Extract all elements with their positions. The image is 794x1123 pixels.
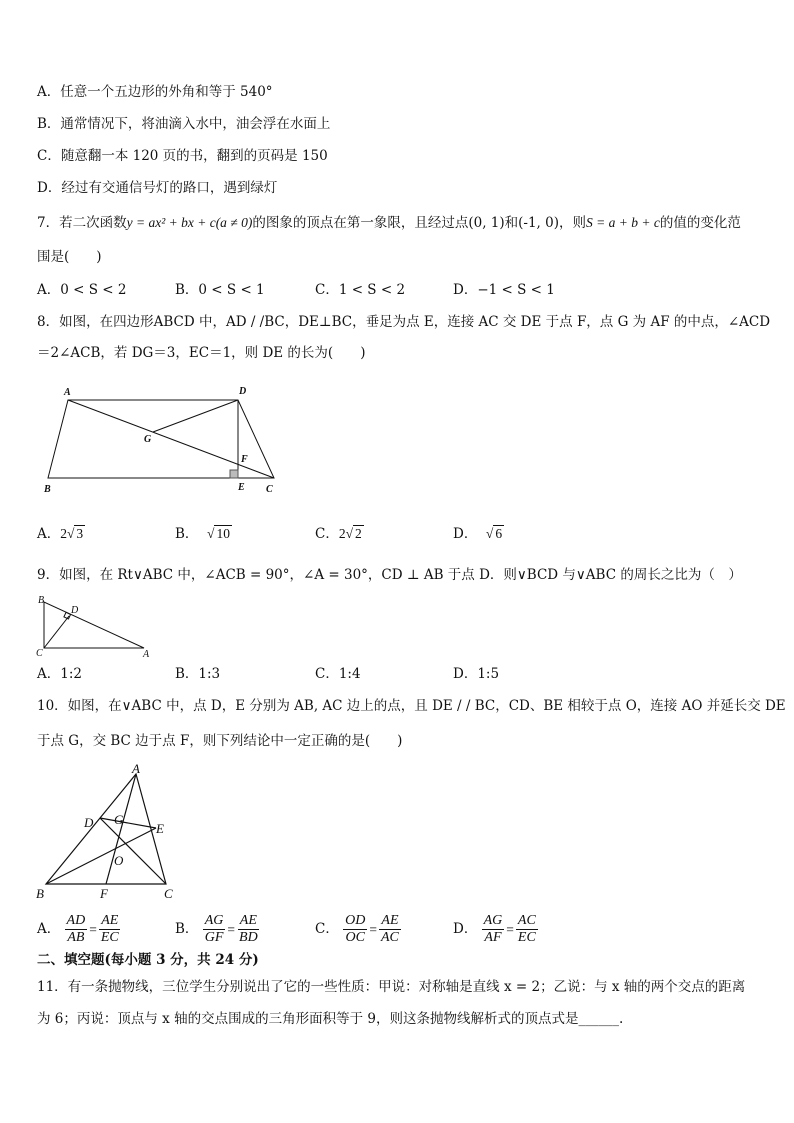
q8-label-a: A bbox=[64, 387, 71, 398]
q10-option-d-num1: AG bbox=[483, 913, 503, 928]
q8-option-a-value: 2√ 3 bbox=[60, 526, 84, 541]
q7-stem-line2: 围是( ) bbox=[37, 249, 102, 265]
q8-label-c: C bbox=[266, 484, 273, 495]
q6-option-b: B．通常情况下，将油滴入水中，油会浮在水面上 bbox=[37, 116, 331, 132]
q8-stem-line2: ＝2∠ACB，若 DG＝3，EC＝1，则 DE 的长为( ) bbox=[37, 345, 366, 361]
q8-label-f: F bbox=[241, 454, 248, 465]
q10-option-c-den1: OC bbox=[345, 930, 365, 945]
q10-option-c-den2: AC bbox=[381, 930, 399, 945]
q9-label-b: B bbox=[38, 595, 45, 606]
q10-stem-line1: 10．如图，在∨ABC 中，点 D，E 分别为 AB, AC 边上的点，且 DE / / BC，CD、BE 相较于点 O，连接 AO 并延长交 DE bbox=[37, 698, 786, 714]
q10-option-b: B． $\frac{AG}{GF}$ = $\frac{AE}{BD}$ bbox=[175, 913, 258, 945]
q10-option-b-frac2 bbox=[237, 913, 260, 946]
q7-options bbox=[37, 280, 593, 300]
q8-label-b: B bbox=[44, 484, 51, 495]
q8-option-d-rad: 6 bbox=[495, 526, 503, 541]
q10-stem-line2: 于点 G，交 BC 边于点 F，则下列结论中一定正确的是( ) bbox=[37, 733, 403, 749]
q10-label-a: A bbox=[132, 764, 140, 776]
q9-options bbox=[37, 664, 593, 684]
q7-option-a: A．0 < S < 2 bbox=[37, 282, 127, 298]
q10-option-d-den2: EC bbox=[517, 930, 536, 945]
q8-option-b-prefix: B． bbox=[175, 526, 199, 542]
q10-option-d-den1: AF bbox=[484, 930, 502, 945]
q7-text-a: 7．若二次函数 bbox=[37, 215, 127, 231]
q9-option-a: A．1:2 bbox=[37, 666, 82, 682]
q10-option-a-prefix: A． bbox=[37, 921, 61, 937]
q10-option-d: D． $\frac{AG}{AF}$ = $\frac{AC}{EC}$ bbox=[453, 913, 536, 945]
q10-label-o: O bbox=[114, 853, 124, 868]
q10-option-a-den1: AB bbox=[67, 930, 85, 945]
q8-label-d: D bbox=[239, 386, 247, 397]
q10-option-a: A． $\frac{AD}{AB}$ = $\frac{AE}{EC}$ bbox=[37, 913, 119, 945]
q9-option-d: D．1:5 bbox=[453, 666, 500, 682]
q8-option-b-value: √ 10 bbox=[207, 526, 230, 541]
q8-option-c-rad: 2 bbox=[355, 526, 362, 541]
q10-option-d-num2: AC bbox=[517, 913, 536, 928]
q8-option-d-prefix: D． bbox=[453, 526, 478, 542]
q10-figure bbox=[34, 764, 184, 904]
q10-option-b-frac1 bbox=[203, 913, 226, 946]
q7-option-d: D．−1 < S < 1 bbox=[453, 282, 555, 298]
q8-option-b bbox=[175, 524, 315, 544]
q7-text-b: 的图象的顶点在第一象限，且经过点(0, 1)和(-1, 0)，则 bbox=[252, 215, 586, 231]
q10-label-c: C bbox=[164, 886, 173, 901]
q7-function: y = ax² + bx + c(a ≠ 0) bbox=[126, 215, 253, 230]
q6-option-d: D．经过有交通信号灯的路口，遇到绿灯 bbox=[37, 180, 278, 196]
q7-option-b: B．0 < S < 1 bbox=[175, 282, 265, 298]
q10-label-b: B bbox=[36, 886, 44, 901]
q10-option-a-frac1 bbox=[65, 913, 88, 946]
q8-option-c-value: 2√ 2 bbox=[338, 526, 362, 541]
q10-option-b-num1: AG bbox=[204, 913, 224, 928]
q10-label-g: G bbox=[114, 812, 124, 827]
q8-option-a-rad: 3 bbox=[76, 526, 84, 541]
q10-option-c: C． $\frac{OD}{OC}$ = $\frac{AE}{AC}$ bbox=[315, 913, 399, 945]
q8-figure bbox=[40, 380, 280, 500]
q8-label-g: G bbox=[144, 434, 152, 445]
q10-option-c-frac1 bbox=[343, 913, 367, 946]
q9-figure bbox=[36, 592, 156, 658]
q9-option-b: B．1:3 bbox=[175, 666, 221, 682]
q8-option-c-prefix: C． bbox=[315, 526, 339, 542]
q10-option-d-frac2 bbox=[516, 913, 538, 946]
q10-options bbox=[37, 910, 593, 949]
q7-s-expression: S = a + b + c bbox=[586, 215, 660, 230]
q10-option-b-den1: GF bbox=[204, 930, 224, 945]
q8-option-a-coef: 2 bbox=[60, 526, 67, 541]
q8-option-d-value: √ 6 bbox=[485, 526, 503, 541]
q10-label-f: F bbox=[100, 886, 108, 901]
q8-option-b-rad: 10 bbox=[216, 526, 230, 541]
q10-option-c-num2: AE bbox=[381, 913, 399, 928]
q10-option-b-num2: AE bbox=[239, 913, 257, 928]
q7-stem-line1 bbox=[37, 213, 741, 233]
q10-option-d-prefix: D． bbox=[453, 921, 478, 937]
q10-option-c-num1: OD bbox=[345, 913, 366, 928]
q8-options bbox=[37, 524, 593, 544]
q7-text-c: 的值的变化范 bbox=[659, 215, 741, 231]
q10-option-c-frac2 bbox=[379, 913, 401, 946]
q9-option-c: C．1:4 bbox=[315, 666, 361, 682]
section-title-fill-in: 二、填空题(每小题 3 分，共 24 分) bbox=[37, 952, 259, 968]
q9-label-d: D bbox=[71, 605, 79, 616]
q8-option-a-prefix: A． bbox=[37, 526, 61, 542]
q10-option-b-prefix: B． bbox=[175, 921, 199, 937]
q8-option-c bbox=[315, 524, 453, 544]
q10-option-a-frac2 bbox=[99, 913, 121, 946]
q8-label-e: E bbox=[238, 482, 245, 493]
q10-option-b-den2: BD bbox=[239, 930, 258, 945]
q10-label-d: D bbox=[84, 815, 94, 830]
q7-option-c: C．1 < S < 2 bbox=[315, 282, 406, 298]
q10-option-a-num2: AE bbox=[101, 913, 119, 928]
q8-option-c-coef: 2 bbox=[338, 526, 346, 541]
q6-option-c: C．随意翻一本 120 页的书，翻到的页码是 150 bbox=[37, 148, 328, 164]
q10-option-a-den2: EC bbox=[100, 930, 119, 945]
q8-option-a bbox=[37, 524, 175, 544]
q6-option-a: A．任意一个五边形的外角和等于 540° bbox=[37, 84, 273, 100]
q11-stem-line2: 为 6；丙说：顶点与 x 轴的交点围成的三角形面积等于 9，则这条抛物线解析式的顶点式是______. bbox=[37, 1011, 624, 1027]
q8-stem-line1: 8．如图，在四边形ABCD 中，AD / /BC，DE⊥BC，垂足为点 E，连接 AC 交 DE 于点 F，点 G 为 AF 的中点，∠ACD bbox=[37, 314, 771, 330]
q9-label-a: A bbox=[143, 649, 150, 658]
q10-option-d-frac1 bbox=[482, 913, 505, 946]
q11-stem-line1: 11．有一条抛物线，三位学生分别说出了它的一些性质：甲说：对称轴是直线 x = 2；乙说：与 x 轴的两个交点的距离 bbox=[37, 979, 746, 995]
q9-stem-line1: 9．如图，在 Rt∨ABC 中，∠ACB = 90°，∠A = 30°，CD ⊥ AB 于点 D．则∨BCD 与∨ABC 的周长之比为（ ） bbox=[37, 567, 742, 583]
q10-option-a-num1: AD bbox=[66, 913, 86, 928]
q9-label-c: C bbox=[36, 648, 43, 658]
q10-option-c-prefix: C． bbox=[315, 921, 339, 937]
q8-option-d bbox=[453, 524, 593, 544]
q10-label-e: E bbox=[156, 821, 164, 836]
